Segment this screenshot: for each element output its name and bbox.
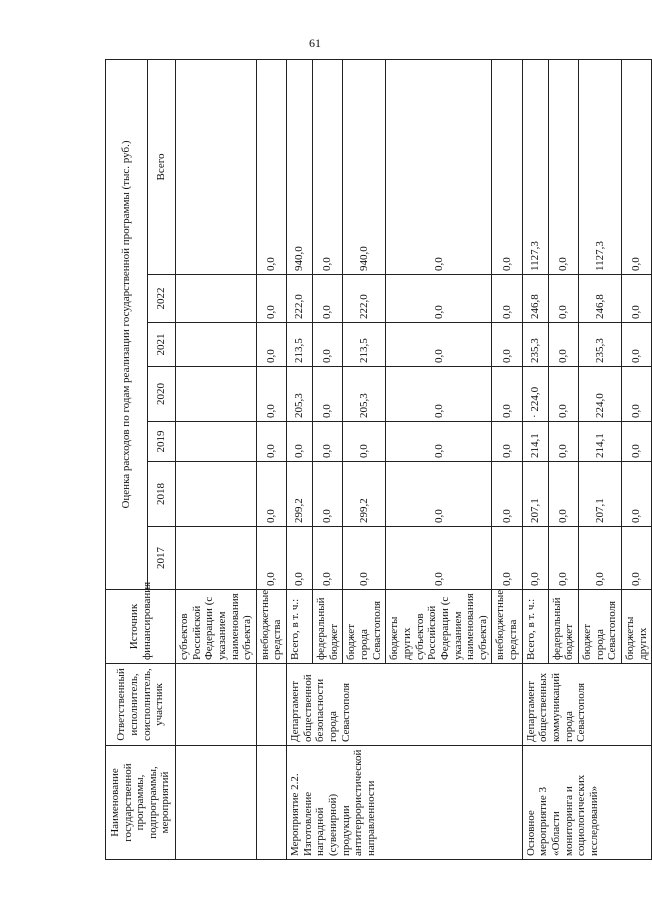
header-year: 2018	[148, 462, 176, 527]
measure-name: Мероприятие 2.2. Изготовление наградной (сувенирной) продукции антитеррористической направленности	[287, 746, 523, 860]
value-cell	[176, 422, 257, 462]
header-year: 2017	[148, 527, 176, 590]
value-cell: 222,0	[343, 275, 386, 323]
value-cell: 0,0	[386, 422, 492, 462]
value-cell: 299,2	[343, 462, 386, 527]
value-cell: 0,0	[256, 275, 286, 323]
value-cell	[176, 527, 257, 590]
value-cell: 0,0	[548, 323, 578, 367]
value-cell: 0,0	[548, 527, 578, 590]
value-cell: 205,3	[287, 367, 313, 422]
value-cell: 1127,3	[522, 60, 548, 275]
value-cell: 224,0	[579, 367, 622, 422]
header-year: 2021	[148, 323, 176, 367]
value-cell: 0,0	[343, 422, 386, 462]
header-year: 2019	[148, 422, 176, 462]
value-cell: 0,0	[256, 60, 286, 275]
measure-name	[176, 746, 257, 860]
value-cell: 246,8	[579, 275, 622, 323]
value-cell: 0,0	[621, 462, 651, 527]
value-cell: 0,0	[386, 275, 492, 323]
header-source: Источник финансирования	[106, 590, 176, 664]
source-cell: внебюджетные средства	[492, 590, 522, 664]
value-cell: 213,5	[287, 323, 313, 367]
responsible-cell	[256, 664, 286, 746]
header-row-1	[106, 60, 148, 860]
value-cell: 0,0	[386, 323, 492, 367]
value-cell: 214,1	[522, 422, 548, 462]
value-cell: 0,0	[621, 367, 651, 422]
header-name: Наименование государственной программы, подпрограммы, мероприятий	[106, 746, 176, 860]
value-cell: 299,2	[287, 462, 313, 527]
responsible-cell	[176, 664, 257, 746]
rotated-table-wrapper	[105, 60, 649, 860]
source-cell: бюджет города Севастополя	[343, 590, 386, 664]
header-estimate: Оценка расходов по годам реализации государственной программы (тыс. руб.)	[106, 60, 148, 590]
value-cell: 0,0	[548, 462, 578, 527]
value-cell: 0,0	[548, 367, 578, 422]
value-cell: 0,0	[492, 527, 522, 590]
value-cell: 0,0	[579, 527, 622, 590]
value-cell: 235,3	[579, 323, 622, 367]
table-row	[256, 60, 286, 860]
source-cell: федеральный бюджет	[313, 590, 343, 664]
responsible-cell: Департамент общественных коммуникаций города Севастополя	[522, 664, 651, 746]
value-cell: 207,1	[522, 462, 548, 527]
value-cell: 0,0	[313, 422, 343, 462]
value-cell: 1127,3	[579, 60, 622, 275]
value-cell: 0,0	[386, 367, 492, 422]
measure-name	[256, 746, 286, 860]
source-cell: Всего, в т. ч.:	[522, 590, 548, 664]
header-responsible: Ответственный исполнитель, соисполнитель, участник	[106, 664, 176, 746]
value-cell: 0,0	[548, 422, 578, 462]
value-cell: 0,0	[621, 275, 651, 323]
value-cell: 940,0	[343, 60, 386, 275]
value-cell: 222,0	[287, 275, 313, 323]
value-cell: 0,0	[313, 275, 343, 323]
value-cell	[176, 60, 257, 275]
table-row	[176, 60, 257, 860]
value-cell: 0,0	[313, 60, 343, 275]
value-cell: 0,0	[313, 323, 343, 367]
header-total: Всего	[148, 60, 176, 275]
value-cell: 0,0	[522, 527, 548, 590]
rotated-table-frame	[105, 60, 649, 860]
value-cell: 0,0	[313, 527, 343, 590]
value-cell: 0,0	[313, 462, 343, 527]
value-cell: 0,0	[548, 275, 578, 323]
budget-table	[105, 59, 652, 860]
value-cell: 0,0	[492, 60, 522, 275]
value-cell: 0,0	[621, 422, 651, 462]
value-cell: 0,0	[256, 367, 286, 422]
value-cell: 0,0	[313, 367, 343, 422]
value-cell: 0,0	[287, 527, 313, 590]
value-cell	[176, 275, 257, 323]
value-cell: · 224,0	[522, 367, 548, 422]
value-cell: 0,0	[256, 462, 286, 527]
value-cell: 0,0	[492, 367, 522, 422]
value-cell	[176, 323, 257, 367]
source-cell: Всего, в т. ч.:	[287, 590, 313, 664]
table-row	[522, 60, 548, 860]
value-cell: 0,0	[492, 422, 522, 462]
page-number: 61	[309, 36, 321, 50]
value-cell: 0,0	[386, 60, 492, 275]
value-cell: 0,0	[621, 323, 651, 367]
responsible-cell: Департамент общественной безопасности города Севастополя	[287, 664, 523, 746]
value-cell: 0,0	[621, 60, 651, 275]
value-cell: 213,5	[343, 323, 386, 367]
header-year: 2020	[148, 367, 176, 422]
header-year: 2022	[148, 275, 176, 323]
value-cell: 207,1	[579, 462, 622, 527]
value-cell: 0,0	[287, 422, 313, 462]
value-cell: 0,0	[256, 422, 286, 462]
value-cell: 0,0	[492, 323, 522, 367]
source-cell: бюджеты других субъектов Российской Федерации (с указанием наименования субъекта)	[386, 590, 492, 664]
value-cell: 235,3	[522, 323, 548, 367]
measure-name: Основное мероприятие 3 «Области мониторинга и социологических исследований»	[522, 746, 651, 860]
value-cell: 0,0	[492, 462, 522, 527]
source-cell: субъектов Российской Федерации (с указанием наименования субъекта)	[176, 590, 257, 664]
value-cell: 214,1	[579, 422, 622, 462]
value-cell	[176, 462, 257, 527]
source-cell: бюджет города Севастополя	[579, 590, 622, 664]
value-cell: 0,0	[492, 275, 522, 323]
source-cell: внебюджетные средства	[256, 590, 286, 664]
value-cell: 0,0	[386, 527, 492, 590]
value-cell: 0,0	[343, 527, 386, 590]
value-cell: 0,0	[621, 527, 651, 590]
table-row	[287, 60, 313, 860]
value-cell: 0,0	[256, 527, 286, 590]
value-cell: 246,8	[522, 275, 548, 323]
value-cell: 0,0	[386, 462, 492, 527]
source-cell: федеральный бюджет	[548, 590, 578, 664]
value-cell: 0,0	[256, 323, 286, 367]
value-cell: 205,3	[343, 367, 386, 422]
value-cell: 940,0	[287, 60, 313, 275]
value-cell	[176, 367, 257, 422]
value-cell: 0,0	[548, 60, 578, 275]
source-cell: бюджеты других	[621, 590, 651, 664]
